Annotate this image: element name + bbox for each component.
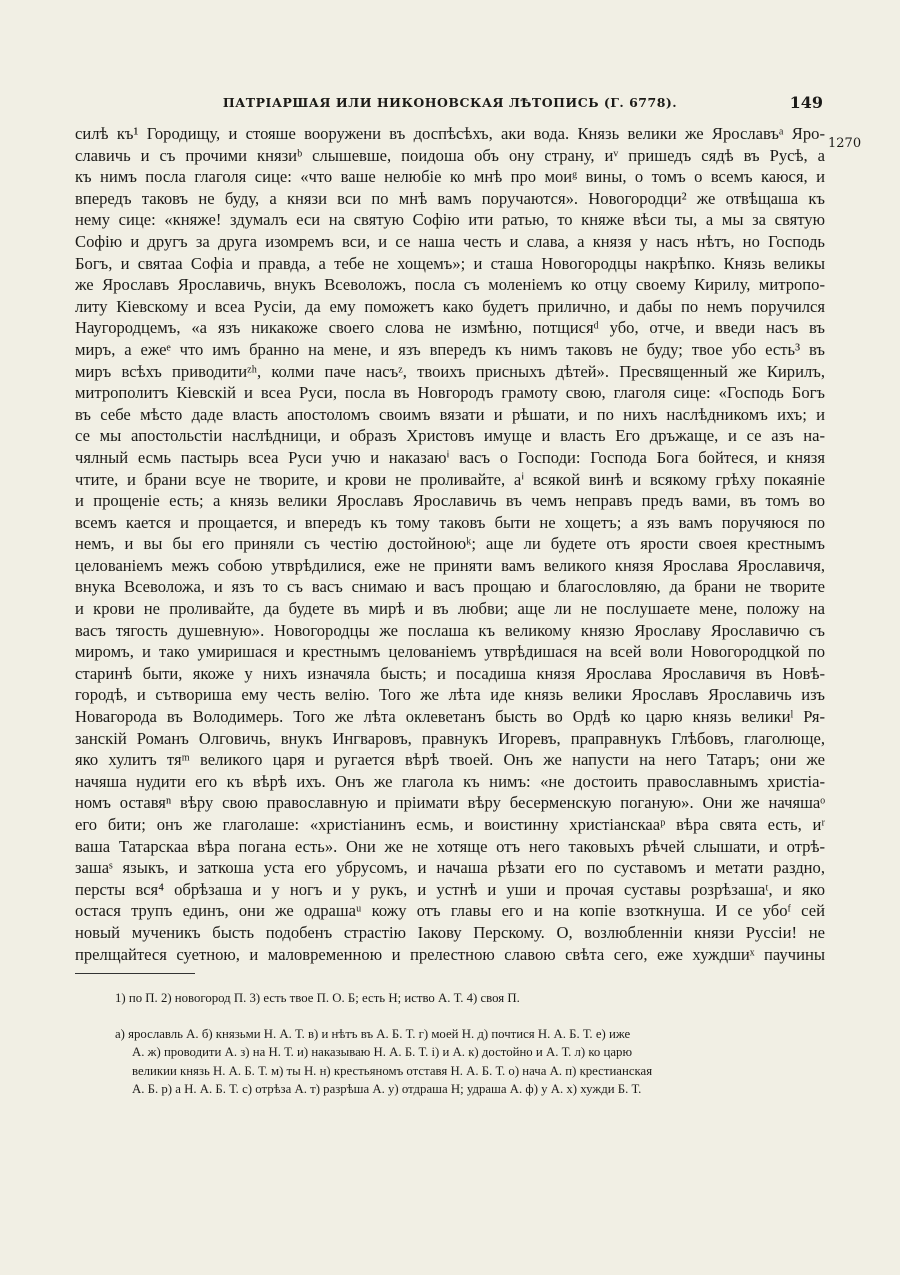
footnote-line: великии князь Н. А. Б. Т. м) ты Н. н) крестьяномъ отставя Н. А. Б. Т. о) нача А. п) крестианская [132, 1063, 653, 1078]
header-title: ПАТРІАРШАЯ ИЛИ НИКОНОВСКАЯ ЛѢТОПИСЬ (Г. 6778). [222, 95, 678, 110]
text-line: прелщайтеся суетною, и маловременною и прелестною славою свѣта сего, еже хуждшиˣ паучины [75, 944, 825, 964]
text-line: номъ оставяⁿ вѣру свою православную и пріимати вѣру бесерменскую поганую». Они же начяшаᵒ [75, 793, 825, 813]
text-line: чтите, и брани всуе не творите, и крови не проливайте, аⁱ всякой винѣ и всякому грѣху покаяніе [75, 469, 825, 489]
text-line: всемъ кается и прощается, и впередъ къ тому таковъ быти не хощетъ; а язъ вамъ поручяюся по [75, 512, 825, 532]
footnote-line: а) ярославль А. б) князьми Н. А. Т. в) и нѣтъ въ А. Б. Т. г) моей Н. д) почтися Н. А. Б. Т. е) иже [115, 1027, 631, 1041]
text-line: остася трупъ единъ, они же одрашаᵘ кожу отъ главы его и на копіе взоткнуша. И се убоᶠ сей [75, 901, 825, 921]
text-line: къ нимъ посла глаголя сице: «что ваше нелюбіе ко мнѣ про моиᵍ вины, о томъ о всемъ каюся, и [75, 167, 825, 187]
page-number: 149 [789, 93, 823, 112]
text-line: целованіемъ межъ собою утврѣдилися, еже не приняти вамъ великого князя Ярослава Ярославичя, [75, 555, 825, 575]
text-line: занскій Романъ Олговичь, внукъ Ингваровъ, правнукъ Игоревъ, праправнукъ Глѣбовъ, глаголюще, [75, 728, 825, 748]
text-line: миръ всѣхъ приводитиᶻʰ, колми паче насъᶻ, твоихъ присныхъ дѣтей». Пресвященный же Кирилъ, [75, 361, 825, 381]
text-line: его бити; онъ же глаголаше: «христіанинъ есмь, и воистинну христіанскааᵖ вѣра свята есть, иʳ [75, 815, 825, 834]
text-line: зашаˢ языкъ, и заткоша уста его убрусомъ, и начаша рѣзати его по суставомъ и метати раздно, [75, 858, 825, 878]
running-header [75, 93, 825, 115]
text-line: персты вся⁴ обрѣзаша и у ногъ и у рукъ, и устнѣ и уши и прочая суставы розрѣзашаᵗ, и яко [75, 879, 825, 899]
text-line: чялный есмь пастырь всеа Руси учю и наказаюⁱ васъ о Господи: Господа Бога бойтеся, и князя [75, 447, 825, 467]
margin-year: 1270 [828, 136, 862, 151]
text-line: митрополитъ Кіевскій и всеа Руси, посла въ Новгородъ грамоту свою, глаголя сице: «Господь Богъ [75, 383, 825, 403]
text-line: внука Всеволожа, и язъ то съ васъ снимаю и васъ прощаю и благословляю, да брани не творите [75, 577, 825, 597]
lettered-footnotes [115, 1025, 835, 1099]
footnote-line: А. Б. р) а Н. А. Б. Т. с) отрѣза А. т) разрѣша А. у) отдраша Н; удраша А. ф) у А. х) хужди Б. Т. [132, 1082, 642, 1097]
text-line: се мы апостольстіи наслѣдници, и образъ Христовъ имуще и власть Его дръжаще, и се азъ на- [75, 426, 825, 446]
text-line: начяша нудити его къ вѣрѣ ихъ. Онъ же глагола къ нимъ: «не достоить православнымъ христіа- [75, 771, 825, 791]
text-line: Софію и другъ за друга изомремъ вси, и се наша честь и слава, а князя у насъ нѣтъ, но Господь [75, 231, 825, 251]
text-line: же Ярославъ Ярославичь, внукъ Всеволожъ, посла съ моленіемъ ко отцу своему Кирилу, митропо- [75, 275, 825, 295]
text-line: Богъ, и святаа Софіа и правда, а тебе не хощемъ»; и сташа Новогородцы накрѣпко. Князь великы [75, 253, 825, 273]
text-line: впередъ таковъ не буду, а князи вси по мнѣ вамъ поручаются». Новогородци² же отвѣщаша къ [75, 188, 825, 208]
main-text [75, 123, 825, 965]
text-line: васъ тягость душевную». Новогородцы же послаша къ великому князю Ярославу Ярославичю съ [75, 620, 825, 640]
text-line: Наугородцемъ, «а язъ никакоже своего слова не измѣню, потщисяᵈ убо, отче, и введи насъ въ [75, 318, 825, 338]
text-line: нему сице: «княже! здумалъ еси на святую Софію ити ратью, то княже вѣси ты, а мы за святую [75, 210, 825, 230]
text-line: яко хулитъ тяᵐ великого царя и ругается вѣрѣ твоей. Онъ же напусти на него Татаръ; они же [75, 750, 825, 770]
text-line: старинѣ быти, якоже у нихъ изначяла бысть; и посадиша князя Ярослава Ярославичя въ Новѣ- [75, 663, 825, 683]
footnote-line: А. ж) проводити А. з) на Н. Т. и) наказываю Н. А. Б. Т. і) и А. к) достойно и А. Т. л) ко царю [132, 1045, 633, 1060]
footnote-rule [75, 973, 195, 974]
text-line: городѣ, и сътвориша ему честь велію. Того же лѣта иде князь велики Ярославъ Ярославичь изъ [75, 685, 825, 705]
text-line: новый мученикъ бысть подобенъ страстію Іакову Перскому. О, возлюбленніи князи Руссіи! не [75, 922, 825, 942]
text-line: миромъ, и тако умиришася и крестнымъ целованіемъ утврѣдишася на всей воли Новогородцкой по [75, 642, 825, 662]
text-line: ваша Татарскаа вѣра погана есть». Они же не хотяще отъ него таковыхъ рѣчей слышати, и отрѣ- [75, 836, 825, 856]
text-line: и прощеніе есть; а князь велики Ярославъ Ярославичь въ чемъ неправъ предъ вами, въ томъ во [75, 491, 825, 511]
text-line: литу Кіевскому и всеа Русіи, да ему поможетъ како будетъ прилично, и дабы по немъ поручился [75, 296, 825, 316]
text-line: и крови не проливайте, да будете въ мирѣ и въ любви; аще ли не послушаете мене, положу на [75, 599, 825, 619]
numbered-footnotes: 1) по П. 2) новогород П. 3) есть твое П. О. Б; есть Н; иство А. Т. 4) своя П. [115, 991, 520, 1005]
text-line: въ себе мѣсто даде власть апостоломъ своимъ вязати и рѣшати, и по нихъ наслѣдникомъ ихъ; и [75, 404, 825, 424]
text-line: силѣ къ¹ Городищу, и стояше вооружени въ доспѣсѣхъ, аки вода. Князь велики же Ярославъᵃ Яро- [75, 124, 825, 143]
text-line: славичь и съ прочими князиᵇ слышевше, поидоша объ ону страну, иᵛ пришедъ сядѣ въ Русѣ, а [75, 145, 825, 165]
text-line: миръ, а ежеᵉ что имъ бранно на мене, и язъ впередъ къ нимъ таковъ не буду; твое убо есть³ въ [75, 339, 825, 359]
text-line: Новагорода въ Володимерь. Того же лѣта оклеветанъ бысть во Ордѣ ко царю князь великиˡ Ря- [75, 707, 825, 727]
text-line: немъ, и вы бы его приняли съ честію достойноюᵏ; аще ли будете отъ ярости своея крестнымъ [75, 534, 825, 554]
